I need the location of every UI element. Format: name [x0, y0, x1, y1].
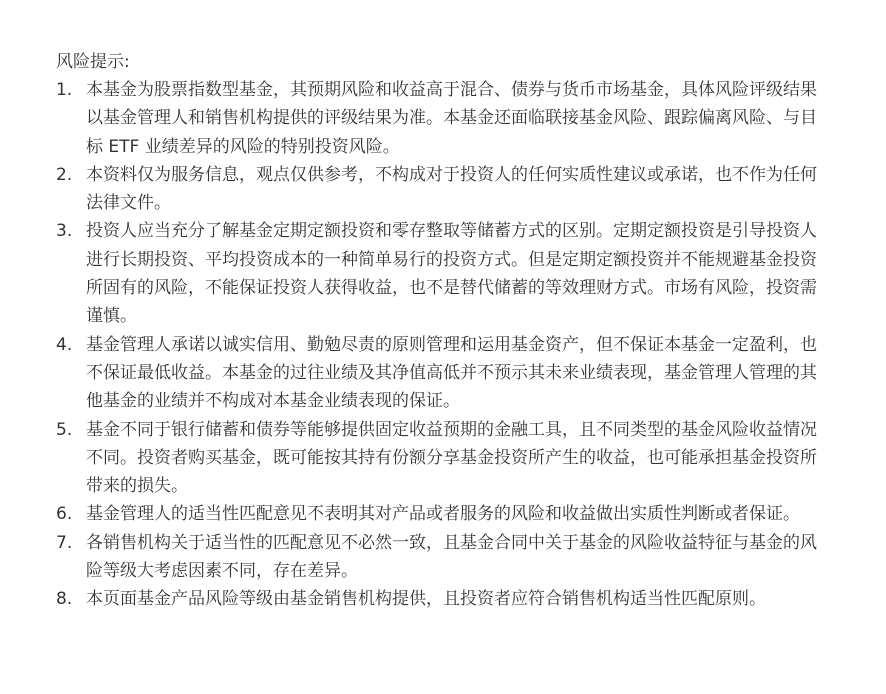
risk-notice: [56, 48, 824, 614]
notice-title: 风险提示:: [56, 52, 130, 72]
item-text: 投资人应当充分了解基金定期定额投资和零存整取等储蓄方式的区别。定期定额投资是引导投资人进行长期投资、平均投资成本的一种简单易行的投资方式。但是定期定额投资并不能规避基金投资所固有的风险，不能保证投资人获得收益，也不是替代储蓄的等效理财方式。市场有风险，投资需谨慎。: [86, 221, 817, 327]
item-number: 1.: [56, 80, 73, 100]
list-item: [56, 500, 824, 528]
list-item: [56, 416, 824, 501]
list-item: [56, 331, 824, 416]
item-number: 2.: [56, 164, 73, 185]
item-number: 3.: [56, 221, 73, 242]
item-number: 6.: [56, 504, 73, 525]
list-item: [56, 217, 824, 330]
list-item: [56, 585, 824, 613]
item-text: 本资料仅为服务信息，观点仅供参考，不构成对于投资人的任何实质性建议或承诺，也不作为任何法律文件。: [86, 164, 817, 214]
risk-list: [56, 76, 824, 614]
item-text: 各销售机构关于适当性的匹配意见不必然一致，且基金合同中关于基金的风险收益特征与基金的风险等级大考虑因素不同，存在差异。: [86, 532, 817, 582]
list-item: [56, 161, 824, 218]
item-text: 基金管理人的适当性匹配意见不表明其对产品或者服务的风险和收益做出实质性判断或者保证。: [86, 504, 800, 525]
item-number: 7.: [56, 532, 73, 553]
item-text: 基金管理人承诺以诚实信用、勤勉尽责的原则管理和运用基金资产，但不保证本基金一定盈利，也不保证最低收益。本基金的过往业绩及其净值高低并不预示其未来业绩表现，基金管理人管理的其他基金的业绩并不构成对本基金业绩表现的保证。: [86, 334, 817, 412]
item-text: 本页面基金产品风险等级由基金销售机构提供，且投资者应符合销售机构适当性匹配原则。: [86, 589, 766, 610]
item-number: 4.: [56, 334, 73, 355]
list-item: [56, 76, 824, 161]
list-item: [56, 529, 824, 586]
item-text: 本基金为股票指数型基金，其预期风险和收益高于混合、债券与货币市场基金，具体风险评级结果以基金管理人和销售机构提供的评级结果为准。本基金还面临联接基金风险、跟踪偏离风险、与目标 ETF 业绩差异的风险的特别投资风险。: [86, 80, 817, 157]
item-number: 5.: [56, 419, 73, 440]
item-number: 8.: [56, 589, 73, 610]
item-text: 基金不同于银行储蓄和债券等能够提供固定收益预期的金融工具，且不同类型的基金风险收益情况不同。投资者购买基金，既可能按其持有份额分享基金投资所产生的收益，也可能承担基金投资所带来的损失。: [86, 419, 817, 497]
